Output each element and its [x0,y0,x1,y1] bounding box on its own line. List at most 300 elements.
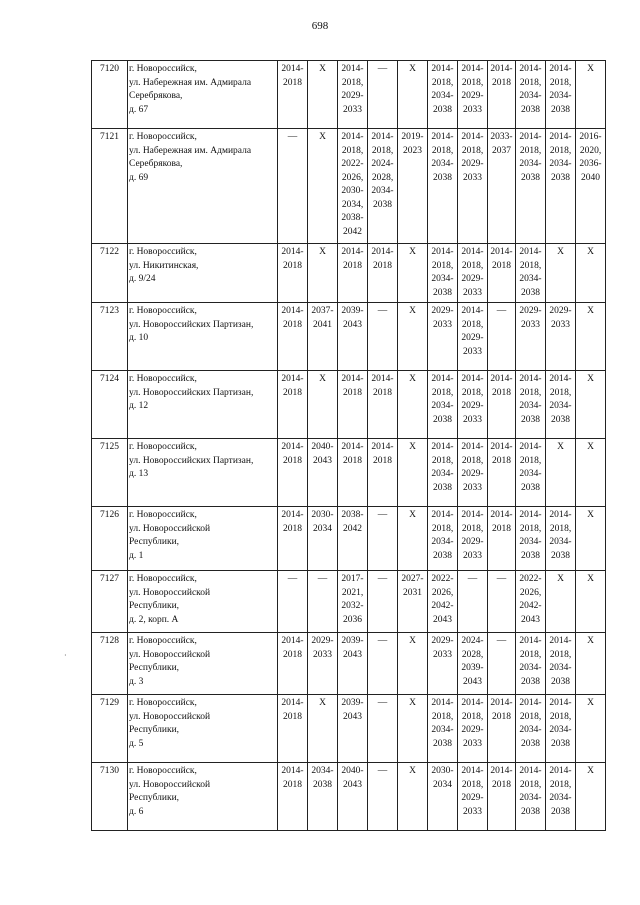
period-cell [458,61,488,129]
period-line: 2033 [313,649,332,660]
period-line: 2018, [431,711,454,722]
row-number: 7120 [92,61,128,129]
period-line: 2018 [283,319,302,330]
address-line: ул. Новороссийской [129,587,211,598]
period-cell [516,763,546,831]
period-cell [458,371,488,439]
address-cell [128,371,278,439]
period-line: 2014- [371,442,394,452]
period-line: — [287,574,298,584]
period-line: — [377,766,388,776]
period-cell [576,303,606,371]
period-line: 2018 [283,649,302,660]
period-cell [398,695,428,763]
period-cell [576,61,606,129]
address-cell [128,763,278,831]
period-line: 2014- [281,247,304,257]
period-cell [428,695,458,763]
period-cell [278,439,308,507]
period-cell [398,439,428,507]
period-line: 2029- [431,636,454,646]
period-line: 2014- [461,510,484,520]
period-line: X [409,374,416,384]
period-line: 2014- [461,247,484,257]
period-line: 2033 [463,287,482,298]
period-cell [278,507,308,571]
period-line: X [319,698,326,708]
row-number: 7128 [92,633,128,695]
period-line: 2040- [341,766,364,776]
period-line: 2038 [433,104,452,115]
period-line: — [317,574,328,584]
period-line: X [587,698,594,708]
period-line: 2014- [431,698,454,708]
period-line: 2038 [433,287,452,298]
period-line: 2018 [492,387,511,398]
period-cell [546,507,576,571]
period-line: 2033 [463,806,482,817]
period-line: 2014- [281,306,304,316]
period-cell [516,439,546,507]
period-line: 2033 [551,319,570,330]
period-cell [338,61,368,129]
period-line: 2018, [519,649,542,660]
period-cell [278,244,308,303]
address-line: ул. Набережная им. Адмирала [129,77,252,88]
period-line: 2018, [461,387,484,398]
period-cell [516,371,546,439]
period-line: 2018 [492,711,511,722]
period-cell [368,439,398,507]
row-number: 7121 [92,129,128,244]
period-line: 2018, [431,260,454,271]
address-line: д. 67 [129,104,149,115]
period-line: 2014- [431,442,454,452]
period-cell [308,571,338,633]
period-line: X [587,574,594,584]
period-line: 2014- [519,442,542,452]
period-line: 2016- [579,132,602,142]
period-line: 2039- [341,306,364,316]
period-cell [308,244,338,303]
period-cell [308,695,338,763]
address-cell [128,61,278,129]
period-line: 2034 [433,779,452,790]
period-line: 2018, [549,649,572,660]
period-line: 2018, [549,77,572,88]
period-line: 2014- [431,247,454,257]
period-line: — [377,510,388,520]
row-number: 7124 [92,371,128,439]
table-row [92,763,606,831]
period-line: 2021, [341,587,364,598]
period-line: X [319,64,326,74]
period-cell [546,371,576,439]
period-cell [278,695,308,763]
period-line: 2014- [549,766,572,776]
period-cell [368,571,398,633]
period-line: 2039- [461,663,484,673]
period-cell [458,244,488,303]
period-line: 2014- [549,510,572,520]
period-cell [338,371,368,439]
period-line: 2038 [551,172,570,183]
period-cell [516,244,546,303]
period-line: 2018, [431,387,454,398]
address-line: г. Новороссийск, [129,698,197,708]
period-line: 2018, [431,455,454,466]
period-line: 2034- [549,401,572,411]
period-line: 2014- [341,64,364,74]
period-cell [428,61,458,129]
period-line: 2034- [519,725,542,735]
period-cell [458,763,488,831]
period-line: 2029- [461,469,484,479]
period-line: 2029- [431,306,454,316]
table-row [92,129,606,244]
period-line: 2042 [343,523,362,534]
period-line: 2018 [492,523,511,534]
period-line: — [287,132,298,142]
period-line: 2029- [461,91,484,101]
period-line: 2041 [313,319,332,330]
period-line: — [377,64,388,74]
period-line: 2028, [461,649,484,660]
address-cell [128,695,278,763]
period-line: 2018, [461,319,484,330]
address-line: Республики, [129,601,180,611]
period-line: 2018, [519,145,542,156]
period-cell [308,129,338,244]
period-line: 2018 [492,779,511,790]
period-cell [398,303,428,371]
address-line: ул. Новороссийской [129,779,211,790]
period-line: 2014- [519,766,542,776]
period-line: 2018, [461,779,484,790]
address-line: д. 10 [129,333,149,343]
period-line: 2033 [433,319,452,330]
period-line: X [587,636,594,646]
period-line: 2026, [519,587,542,598]
period-line: — [377,636,388,646]
period-line: 2034- [549,793,572,803]
period-cell [428,763,458,831]
period-line: 2018 [283,260,302,271]
period-line: X [409,247,416,257]
address-line: ул. Новороссийских Партизан, [129,387,254,398]
address-line: г. Новороссийск, [129,374,197,384]
address-cell [128,303,278,371]
period-line: 2034- [519,537,542,547]
period-line: 2022- [431,574,454,584]
period-cell [458,507,488,571]
period-line: X [319,247,326,257]
address-line: Серебрякова, [129,159,183,169]
period-line: 2014- [549,374,572,384]
period-line: 2018, [341,145,364,156]
period-cell [278,303,308,371]
period-cell [576,371,606,439]
period-line: 2039- [341,636,364,646]
period-line: 2014- [490,766,513,776]
period-line: 2034 [313,523,332,534]
period-line: X [319,374,326,384]
period-line: 2014- [519,247,542,257]
period-line: 2034- [519,663,542,673]
period-line: 2029- [519,306,542,316]
table-row [92,244,606,303]
period-line: 2014- [519,132,542,142]
period-line: 2033 [521,319,540,330]
period-line: 2034- [549,91,572,101]
period-line: 2038 [551,738,570,749]
period-line: 2019- [401,132,424,142]
period-cell [576,507,606,571]
period-line: 2030- [431,766,454,776]
period-line: — [496,306,507,316]
address-line: д. 69 [129,172,149,183]
period-line: 2018 [373,260,392,271]
period-cell [546,439,576,507]
period-line: 2018, [461,145,484,156]
period-line: 2034- [519,91,542,101]
table-row [92,61,606,129]
period-line: 2029- [549,306,572,316]
period-cell [516,695,546,763]
address-line: ул. Новороссийских Партизан, [129,319,254,330]
period-line: 2014- [431,374,454,384]
period-cell [278,571,308,633]
period-line: 2038 [521,676,540,687]
address-line: д. 1 [129,550,144,561]
period-line: 2038 [521,172,540,183]
period-line: 2033 [463,482,482,493]
period-line: 2018 [283,711,302,722]
period-cell [488,371,516,439]
period-cell [516,633,546,695]
period-line: 2038 [313,779,332,790]
period-cell [338,244,368,303]
period-line: 2014- [341,247,364,257]
period-line: 2038 [551,676,570,687]
period-line: X [557,442,564,452]
table-row [92,303,606,371]
period-line: X [409,64,416,74]
period-line: 2014- [461,306,484,316]
period-line: 2024- [461,636,484,646]
period-line: 2014- [371,247,394,257]
period-line: 2038 [551,806,570,817]
period-line: X [409,510,416,520]
period-cell [488,303,516,371]
period-cell [428,244,458,303]
period-line: 2018 [343,387,362,398]
period-line: 2018, [519,387,542,398]
row-number: 7127 [92,571,128,633]
period-cell [368,507,398,571]
period-cell [308,303,338,371]
address-line: Республики, [129,793,180,803]
period-cell [338,507,368,571]
period-line: 2022- [341,159,364,169]
period-cell [488,633,516,695]
address-line: г. Новороссийск, [129,64,197,74]
period-line: 2034- [431,469,454,479]
period-line: 2018, [431,523,454,534]
period-line: 2042- [431,601,454,611]
period-line: 2034- [431,274,454,284]
repair-schedule-table [91,60,606,831]
period-line: 2038 [551,414,570,425]
period-cell [368,61,398,129]
period-line: 2038 [373,199,392,210]
period-line: 2018, [431,77,454,88]
period-line: 2032- [341,601,364,611]
period-cell [516,507,546,571]
address-line: ул. Новороссийской [129,649,211,660]
period-cell [428,633,458,695]
period-line: 2018, [461,455,484,466]
period-line: 2027- [401,574,424,584]
period-line: 2018 [492,260,511,271]
period-line: 2037- [311,306,334,316]
period-line: 2026, [341,172,364,183]
period-cell [488,507,516,571]
table-row [92,439,606,507]
period-line: X [409,306,416,316]
period-cell [576,129,606,244]
period-line: 2043 [343,649,362,660]
period-cell [458,129,488,244]
period-line: 2038 [433,738,452,749]
period-line: 2018 [283,523,302,534]
period-cell [546,571,576,633]
period-line: X [557,574,564,584]
address-line: г. Новороссийск, [129,132,197,142]
period-line: 2036- [579,159,602,169]
period-line: 2018, [519,260,542,271]
period-line: 2018 [373,387,392,398]
page-number: 698 [311,20,329,32]
address-line: г. Новороссийск, [129,510,197,520]
period-line: 2033 [463,550,482,561]
stray-mark: · [64,651,67,660]
period-line: X [319,132,326,142]
period-line: — [467,574,478,584]
address-line: ул. Новороссийской [129,523,211,534]
period-line: 2034- [519,159,542,169]
period-line: 2018, [549,387,572,398]
period-cell [576,439,606,507]
address-line: г. Новороссийск, [129,636,197,646]
period-line: 2042- [519,601,542,611]
period-line: 2034- [549,663,572,673]
period-line: 2014- [341,374,364,384]
address-line: д. 13 [129,469,149,479]
period-line: 2038 [521,550,540,561]
period-cell [398,571,428,633]
period-line: 2033 [433,649,452,660]
period-line: 2014- [461,132,484,142]
period-line: 2034- [431,159,454,169]
period-cell [428,129,458,244]
period-line: 2018 [343,455,362,466]
period-cell [458,439,488,507]
period-line: 2043 [313,455,332,466]
period-line: 2014- [519,64,542,74]
period-line: 2014- [461,442,484,452]
period-line: 2018, [519,455,542,466]
period-line: 2038 [551,550,570,561]
period-cell [338,303,368,371]
period-cell [546,129,576,244]
period-line: 2029- [461,537,484,547]
period-line: 2014- [519,636,542,646]
period-line: X [587,374,594,384]
period-line: 2014- [341,132,364,142]
period-cell [428,571,458,633]
period-cell [488,61,516,129]
period-line: 2033 [463,104,482,115]
period-line: 2014- [519,374,542,384]
period-cell [488,129,516,244]
period-cell [516,129,546,244]
table-row [92,695,606,763]
period-cell [278,763,308,831]
period-cell [338,633,368,695]
period-line: 2014- [549,636,572,646]
period-line: 2038 [433,172,452,183]
period-cell [308,61,338,129]
period-cell [488,763,516,831]
period-cell [368,633,398,695]
period-cell [458,695,488,763]
address-line: д. 3 [129,676,144,687]
address-line: г. Новороссийск, [129,442,197,452]
period-line: 2024- [371,159,394,169]
period-line: 2014- [461,766,484,776]
period-line: X [557,247,564,257]
period-line: X [587,510,594,520]
period-line: 2039- [341,698,364,708]
period-line: 2014- [461,64,484,74]
period-line: 2018, [341,77,364,88]
address-line: Республики, [129,537,180,547]
period-line: X [409,766,416,776]
period-line: 2018, [519,779,542,790]
period-line: 2043 [433,614,452,625]
period-cell [308,633,338,695]
period-line: 2034- [431,91,454,101]
period-line: 2018, [549,711,572,722]
address-line: д. 12 [129,401,149,411]
period-line: 2018, [519,711,542,722]
period-line: — [377,574,388,584]
period-cell [576,244,606,303]
period-cell [546,633,576,695]
address-line: г. Новороссийск, [129,574,197,584]
period-line: 2030- [341,186,364,196]
period-cell [278,129,308,244]
period-cell [488,244,516,303]
period-cell [398,244,428,303]
period-line: 2029- [461,333,484,343]
period-cell [338,695,368,763]
period-line: 2028, [371,172,394,183]
period-cell [458,633,488,695]
period-line: 2014- [490,698,513,708]
period-line: 2038- [341,213,364,223]
